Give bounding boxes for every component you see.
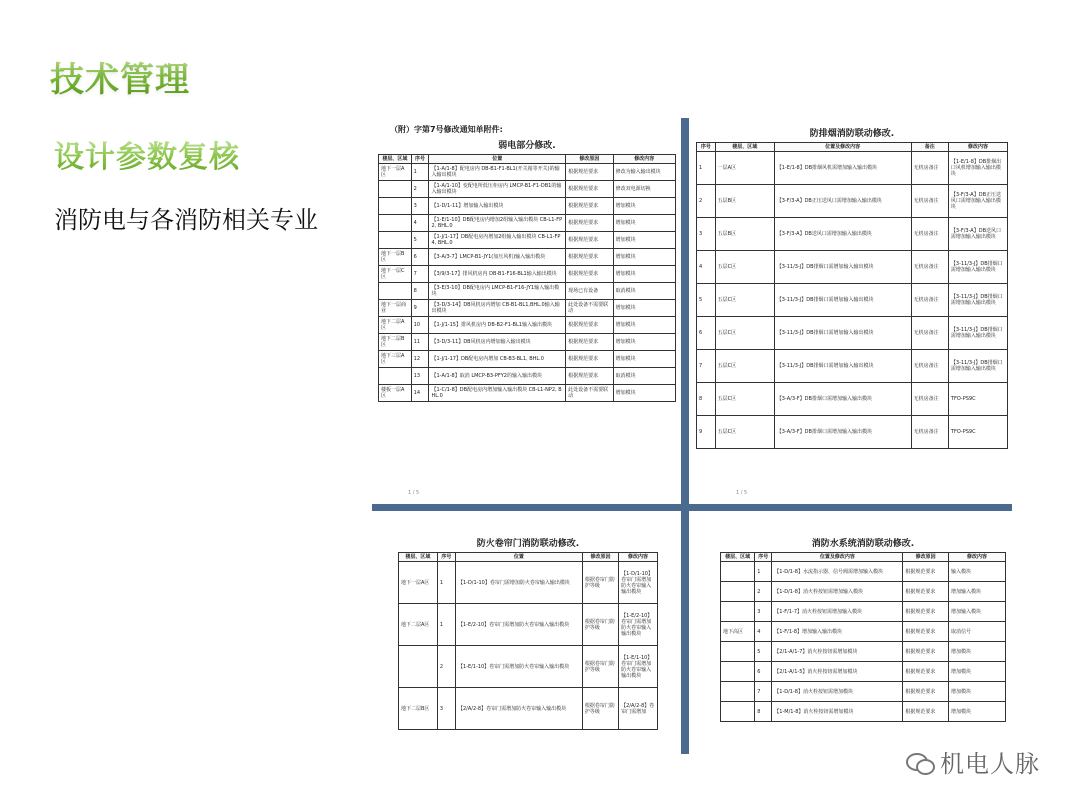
table-cell <box>379 215 412 232</box>
table-header-cell: 位置及修改内容 <box>774 143 911 152</box>
table-row <box>379 283 676 300</box>
watermark-text: 机电人脉 <box>940 750 1040 778</box>
table-cell: 地下三层A区 <box>379 351 412 368</box>
table-cell: TFO-PS9C <box>948 416 1007 449</box>
table-cell: 此处设备不需要联动 <box>566 300 614 317</box>
table-row <box>379 232 676 249</box>
table-cell <box>379 368 412 385</box>
table-cell: 【2/1-A/1-5】消火栓按钮需增加模块 <box>772 662 903 682</box>
table-header-row <box>697 143 1008 152</box>
table-cell: 增加输入模块 <box>948 602 1005 622</box>
table-header-cell: 修改内容 <box>613 155 675 164</box>
table-row <box>697 185 1008 218</box>
table-cell: 3 <box>755 602 772 622</box>
table-cell: 【1-M/1-8】消火栓按钮需增加模块 <box>772 702 903 722</box>
table-cell: 【1-E/1-10】DB配电房内增加2组输入输出模块 CB-L1-FP2, BHL.0 <box>429 215 566 232</box>
table-row <box>379 351 676 368</box>
table-cell: 【1-D/1-10】卷帘门需增加防火卷帘输入输出模块 <box>619 562 658 604</box>
table-cell <box>379 181 412 198</box>
table-row <box>379 164 676 181</box>
table-cell: 地下二层B区 <box>379 334 412 351</box>
table-cell: 根据规范要求 <box>903 642 949 662</box>
table-cell: 【1-D/1-8】消火栓按钮需增加模块 <box>772 682 903 702</box>
table-cell: 【3-11/3-J】DB排烟口需增加输入输出模块 <box>948 284 1007 317</box>
table-header-cell: 位置 <box>429 155 566 164</box>
table-cell: 五层C区 <box>715 416 774 449</box>
table-cell: 增加模块 <box>948 642 1005 662</box>
table-cell: 【3-F/3-A】DB送风口需增加输入输出模块 <box>774 218 911 251</box>
table-cell: 7 <box>411 266 429 283</box>
table-cell: 【3-F/3-A】DB送风口需增加输入输出模块 <box>948 218 1007 251</box>
table-cell: 根据规范要求 <box>903 602 949 622</box>
table-cell: 无机房备注 <box>911 218 948 251</box>
table-cell: 无机房备注 <box>911 350 948 383</box>
table-cell: 【1-F/1-7】消火栓按钮需增加输入模块 <box>772 602 903 622</box>
table-cell: 2 <box>755 582 772 602</box>
table-cell: 3 <box>437 688 455 730</box>
table-cell: 根据卷帘门防护等级 <box>582 604 618 646</box>
table-cell: 1 <box>411 164 429 181</box>
table-cell: 【3-11/3-J】DB排烟口需增加输入输出模块 <box>774 284 911 317</box>
table-cell: 取消模块 <box>613 368 675 385</box>
table-cell: 14 <box>411 385 429 402</box>
table-row <box>721 622 1006 642</box>
table-row <box>379 266 676 283</box>
table-cell: 【3-F/3-A】DB正压送风口需增加输入输出模块 <box>774 185 911 218</box>
table-cell: 地下二层A区 <box>379 317 412 334</box>
table-cell: 根据规范要求 <box>903 702 949 722</box>
table-cell: 增加模块 <box>948 662 1005 682</box>
table-cell: 增加模块 <box>613 249 675 266</box>
table-row <box>399 562 658 604</box>
table-cell: 修改双电源切换 <box>613 181 675 198</box>
table-header-cell: 位置 <box>455 553 582 562</box>
table-cell <box>721 682 755 702</box>
table-row <box>379 368 676 385</box>
doc-fire-shutter <box>398 528 658 754</box>
table-cell: 增加模块 <box>948 682 1005 702</box>
table-cell <box>721 642 755 662</box>
table-header-cell: 序号 <box>437 553 455 562</box>
table-cell: TFO-PS9C <box>948 383 1007 416</box>
doc-caption: 防火卷帘门消防联动修改. <box>476 539 580 549</box>
table-cell: 【3-E/3-10】DB配电房内 LMCP-B1-F16-JY1输入输出模块 <box>429 283 566 300</box>
table-cell: 2 <box>437 646 455 688</box>
table-header-cell: 修改原因 <box>903 553 949 562</box>
table-row <box>379 334 676 351</box>
table-cell <box>399 646 438 688</box>
table-cell: 取消模块 <box>613 283 675 300</box>
table-cell: 根据规范要求 <box>566 334 614 351</box>
table-cell: 地下一层A区 <box>379 164 412 181</box>
table-row <box>399 646 658 688</box>
table-cell: 5 <box>411 232 429 249</box>
document-collage <box>372 118 1012 754</box>
table-header-cell: 修改内容 <box>948 143 1007 152</box>
table-cell: 修改为输入输出模块 <box>613 164 675 181</box>
table-cell: 【3-A/3-7】LMCP-B1-JY1(加压风机)输入输出模块 <box>429 249 566 266</box>
table-cell: 2 <box>411 181 429 198</box>
table-cell: 五层C区 <box>715 251 774 284</box>
table-row <box>721 582 1006 602</box>
table-cell: 五层B区 <box>715 218 774 251</box>
table-cell: 3 <box>697 218 716 251</box>
table-row <box>697 251 1008 284</box>
table-cell: 【3-A/3-F】DB排烟口需增加输入输出模块 <box>774 416 911 449</box>
table-cell: 根据规范要求 <box>566 368 614 385</box>
table-row <box>697 152 1008 185</box>
table-cell: 根据规范要求 <box>566 181 614 198</box>
table-cell: 五层B区 <box>715 185 774 218</box>
table-cell: 5 <box>697 284 716 317</box>
table-row <box>721 642 1006 662</box>
table-row <box>379 249 676 266</box>
table-cell: 根据规范要求 <box>566 351 614 368</box>
table-cell: 【1-E/2-10】卷帘门需增加防火卷帘输入输出模块 <box>619 604 658 646</box>
table-cell: 1 <box>697 152 716 185</box>
table-cell: 6 <box>755 662 772 682</box>
table-cell: 【3-11/3-J】DB排烟口需增加输入输出模块 <box>948 350 1007 383</box>
table-row <box>399 604 658 646</box>
table-cell: 【1-D/1-10】卷帘门需增加防火卷帘输入输出模块 <box>455 562 582 604</box>
table-cell: 1 <box>437 562 455 604</box>
table-row <box>399 688 658 730</box>
table-cell: 取消信号 <box>948 622 1005 642</box>
table-header-cell: 备注 <box>911 143 948 152</box>
table-row <box>697 350 1008 383</box>
table-cell: 5 <box>755 642 772 662</box>
table-cell: 2 <box>697 185 716 218</box>
table-cell: 根据规范要求 <box>566 198 614 215</box>
table-cell: 【3-11/3-J】DB排烟口需增加输入输出模块 <box>774 251 911 284</box>
page-number: 1 / 5 <box>408 490 420 496</box>
table-row <box>721 602 1006 622</box>
table-cell: 地下一层商业 <box>379 300 412 317</box>
table-cell: 增加模块 <box>613 198 675 215</box>
table-cell: 根据规范要求 <box>566 232 614 249</box>
table-cell: 【1-F/1-8】增加输入输出模块 <box>772 622 903 642</box>
table-cell: 无机房备注 <box>911 251 948 284</box>
table-cell: 增加模块 <box>613 215 675 232</box>
table-cell: 增加模块 <box>613 232 675 249</box>
table-cell: 11 <box>411 334 429 351</box>
table-cell: 4 <box>755 622 772 642</box>
table-cell: 地下高区 <box>721 622 755 642</box>
table-header-cell: 序号 <box>755 553 772 562</box>
table-cell: 【3-11/3-J】DB排烟口需增加输入输出模块 <box>948 317 1007 350</box>
table-cell: 【1-E/1-8】DB排烟风机需增加输入输出模块 <box>774 152 911 185</box>
table-row <box>379 181 676 198</box>
table-cell: 【1-E/2-10】卷帘门需增加防火卷帘输入输出模块 <box>455 604 582 646</box>
table-cell: 12 <box>411 351 429 368</box>
table-cell: 【3-A/3-F】DB排烟口需增加输入输出模块 <box>774 383 911 416</box>
table-header-cell: 楼层、区域 <box>379 155 412 164</box>
table-cell: 无机房备注 <box>911 185 948 218</box>
table-header-cell: 楼层、区域 <box>715 143 774 152</box>
table-cell: 根据卷帘门防护等级 <box>582 688 618 730</box>
collage-divider-horizontal <box>372 504 1012 511</box>
table-cell <box>721 582 755 602</box>
table-cell: 【1-A/1-10】变配电所低压柜房内 LMCP-B1-F1-DB1的输入输出模块 <box>429 181 566 198</box>
table-row <box>379 385 676 402</box>
doc-table <box>398 552 658 730</box>
table-cell: 五层C区 <box>715 383 774 416</box>
table-cell: 【1-A/1-8】取消 LMCP-B3-PFY2的输入输出模块 <box>429 368 566 385</box>
slide-title: 技术管理 <box>50 52 190 101</box>
table-cell: 增加模块 <box>613 266 675 283</box>
wechat-icon <box>906 750 934 774</box>
table-cell: 【3-D/3-11】DB风机房内增加输入输出模块 <box>429 334 566 351</box>
table-cell: 9 <box>411 300 429 317</box>
doc-caption: 消防水系统消防联动修改. <box>811 539 915 549</box>
table-cell <box>721 702 755 722</box>
table-cell: 【1-C/1-8】DB配电房内增加输入输出模块 CB-L1-NP2, BHL.0 <box>429 385 566 402</box>
table-cell: 五层C区 <box>715 317 774 350</box>
table-header-row <box>721 553 1006 562</box>
table-cell: 根据规范要求 <box>566 266 614 283</box>
table-cell: 无机房备注 <box>911 284 948 317</box>
doc-smoke-control <box>696 122 1008 500</box>
table-header-cell: 修改原因 <box>582 553 618 562</box>
table-cell: 增加模块 <box>613 334 675 351</box>
table-cell: 根据卷帘门防护等级 <box>582 562 618 604</box>
table-cell: 【3-F/3-A】DB正压送风口需增加输入输出模块 <box>948 185 1007 218</box>
table-cell: 【3/9/3-17】排风机房内 DB-B1-F16-BL1输入输出模块 <box>429 266 566 283</box>
table-cell: 增加模块 <box>613 351 675 368</box>
table-cell <box>721 602 755 622</box>
table-cell: 7 <box>697 350 716 383</box>
table-cell: 根据规范要求 <box>566 317 614 334</box>
table-cell: 1 <box>437 604 455 646</box>
table-row <box>379 317 676 334</box>
table-cell <box>721 562 755 582</box>
table-cell: 【1-D/1-8】消火栓按钮需增加输入模块 <box>772 582 903 602</box>
table-row <box>697 383 1008 416</box>
table-cell: 现场已有设备 <box>566 283 614 300</box>
table-cell: 4 <box>411 215 429 232</box>
table-row <box>379 215 676 232</box>
table-cell: 【1-E/1-10】卷帘门需增加防火卷帘输入输出模块 <box>455 646 582 688</box>
doc-weak-current <box>378 122 676 500</box>
table-cell: 3 <box>411 198 429 215</box>
table-cell: 楼板一层A区 <box>379 385 412 402</box>
watermark <box>906 744 1040 779</box>
table-cell <box>379 283 412 300</box>
table-cell: 6 <box>411 249 429 266</box>
table-header-cell: 楼层、区域 <box>721 553 755 562</box>
table-cell: 根据规范要求 <box>903 682 949 702</box>
table-cell <box>721 662 755 682</box>
table-cell: 9 <box>697 416 716 449</box>
table-header-row <box>399 553 658 562</box>
table-header-cell: 位置及修改内容 <box>772 553 903 562</box>
slide-subtitle: 设计参数复核 <box>54 132 240 176</box>
table-cell: 无机房备注 <box>911 383 948 416</box>
table-row <box>697 416 1008 449</box>
table-cell: 根据规范要求 <box>903 582 949 602</box>
table-cell: 地下二层A区 <box>399 604 438 646</box>
table-cell: 根据规范要求 <box>903 622 949 642</box>
table-header-cell: 修改内容 <box>948 553 1005 562</box>
table-cell: 根据规范要求 <box>566 249 614 266</box>
table-cell: 【2/1-A/1-7】消火栓按钮需增加模块 <box>772 642 903 662</box>
table-row <box>721 662 1006 682</box>
table-cell: 8 <box>411 283 429 300</box>
table-cell: 五层C区 <box>715 284 774 317</box>
table-cell: 1 <box>755 562 772 582</box>
table-cell: 根据规范要求 <box>566 164 614 181</box>
table-cell: 【3-11/3-J】DB排烟口需增加输入输出模块 <box>948 251 1007 284</box>
table-cell <box>379 232 412 249</box>
table-cell: 地下二层B区 <box>399 688 438 730</box>
table-cell: 4 <box>697 251 716 284</box>
table-header-cell: 序号 <box>697 143 716 152</box>
table-cell: 增加模块 <box>948 702 1005 722</box>
table-row <box>379 300 676 317</box>
table-cell: 五层C区 <box>715 350 774 383</box>
table-header-cell: 序号 <box>411 155 429 164</box>
page-number: 1 / 5 <box>736 490 748 496</box>
collage-divider-vertical <box>681 118 689 754</box>
table-cell: 无机房备注 <box>911 152 948 185</box>
table-cell: 根据规范要求 <box>903 562 949 582</box>
table-cell: 增加模块 <box>613 300 675 317</box>
table-cell: 【1-A/1-8】配电房内 DB-B1-F1-BL1(开关箱等开关)的输入输出模块 <box>429 164 566 181</box>
table-cell: 【3-11/3-J】DB排烟口需增加输入输出模块 <box>774 350 911 383</box>
table-cell: 【2/A/2-8】卷帘门需增加防火卷帘输入输出模块 <box>455 688 582 730</box>
table-cell: 【1-E/1-10】卷帘门需增加防火卷帘输入输出模块 <box>619 646 658 688</box>
table-cell: 根据规范要求 <box>903 662 949 682</box>
doc-fire-water <box>720 528 1006 754</box>
table-cell: 根据规范要求 <box>566 215 614 232</box>
table-cell: 7 <box>755 682 772 702</box>
table-row <box>721 562 1006 582</box>
table-row <box>721 682 1006 702</box>
table-row <box>697 284 1008 317</box>
table-cell: 【3-11/3-J】DB排烟口需增加输入输出模块 <box>774 317 911 350</box>
table-cell: 【1-J/1-17】DB配电房内增加2组输入输出模块 CB-L1-FP4, BHL.0 <box>429 232 566 249</box>
table-cell: 地下一层C区 <box>379 266 412 283</box>
table-cell: 无机房备注 <box>911 416 948 449</box>
table-cell: 6 <box>697 317 716 350</box>
table-cell: 此处设备不需要联动 <box>566 385 614 402</box>
table-header-cell: 修改内容 <box>619 553 658 562</box>
table-cell: 8 <box>697 383 716 416</box>
doc-table <box>378 154 676 402</box>
table-cell: 根据卷帘门防护等级 <box>582 646 618 688</box>
table-row <box>721 702 1006 722</box>
table-header-cell: 修改原因 <box>566 155 614 164</box>
table-cell: 地下一层A区 <box>399 562 438 604</box>
table-cell: 10 <box>411 317 429 334</box>
table-header-row <box>379 155 676 164</box>
table-cell: 【1-J/1-15】排风机房内 DB-B2-F1-BL1输入输出模块 <box>429 317 566 334</box>
table-row <box>379 198 676 215</box>
table-cell: 增加输入模块 <box>948 582 1005 602</box>
doc-table <box>696 142 1008 449</box>
table-cell: 13 <box>411 368 429 385</box>
table-cell: 增加模块 <box>613 385 675 402</box>
doc-caption: 防排烟消防联动修改. <box>809 129 895 139</box>
table-cell: 【1-D/1-11】增加输入输出模块 <box>429 198 566 215</box>
table-cell: 地下一层B区 <box>379 249 412 266</box>
table-row <box>697 317 1008 350</box>
table-cell: 无机房备注 <box>911 317 948 350</box>
table-cell: 8 <box>755 702 772 722</box>
slide-topic: 消防电与各消防相关专业 <box>54 206 318 234</box>
table-cell <box>379 198 412 215</box>
doc-caption: 弱电部分修改. <box>498 141 556 151</box>
table-cell: 输入模块 <box>948 562 1005 582</box>
table-cell: 【2/A/2-8】卷帘门需增加 <box>619 688 658 730</box>
doc-table <box>720 552 1006 722</box>
table-cell: 【1-D/1-8】水流指示器、信号阀需增加输入模块 <box>772 562 903 582</box>
table-cell: 【1-J/1-17】DB配电房内增加 CB-B3-BL1, BHL.0 <box>429 351 566 368</box>
table-cell: 增加模块 <box>613 317 675 334</box>
table-row <box>697 218 1008 251</box>
table-cell: 【3-D/3-14】DB风机房内增加 CB-B1-BL1,BHL.0输入输出模块 <box>429 300 566 317</box>
table-cell: 【1-E/1-8】DB排烟出口风机增加输入输出模块 <box>948 152 1007 185</box>
table-header-cell: 楼层、区域 <box>399 553 438 562</box>
doc-header: （附）字第7号修改通知单附件: <box>390 125 503 134</box>
table-cell: 一层A区 <box>715 152 774 185</box>
